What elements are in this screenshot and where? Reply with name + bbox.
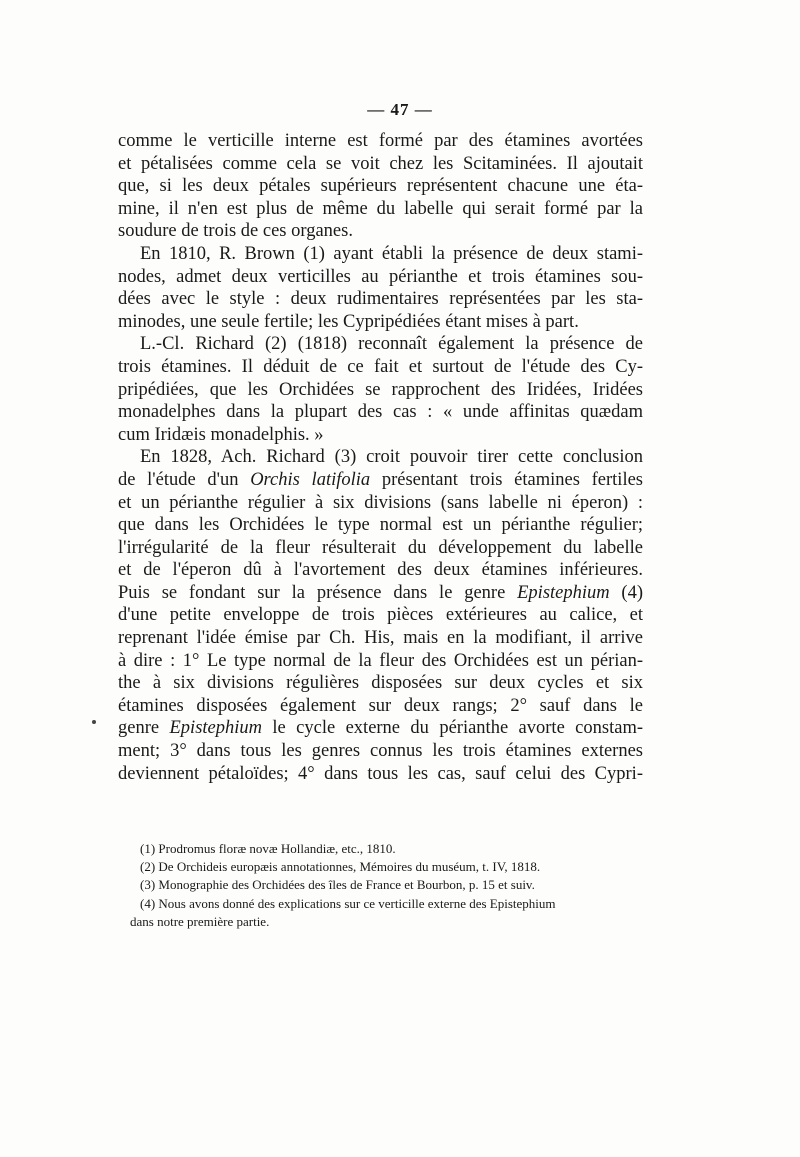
text-line: cum Iridæis monadelphis. » <box>118 424 324 445</box>
text-line: comme le verticille interne est formé par des étamines avortées <box>118 131 643 151</box>
text-line: et de l'éperon dû à l'avortement des deux étamines inférieures. <box>118 560 643 581</box>
margin-mark <box>92 720 96 724</box>
text-line: deviennent pétaloïdes; 4° dans tous les cas, sauf celui des Cypri- <box>118 763 643 784</box>
text-line: soudure de trois de ces organes. <box>118 221 353 242</box>
footnote-continuation: dans notre première partie. <box>130 913 270 929</box>
footnote: (2) De Orchideis europæis annotationnes, Mémoires du muséum, t. IV, 1818. <box>140 859 541 875</box>
text-line: pripédiées, que les Orchidées se rapprochent des Iridées, Iridées <box>118 379 643 400</box>
text-line: que dans les Orchidées le type normal est un périanthe régulier; <box>118 515 643 536</box>
text-line: L.-Cl. Richard (2) (1818) reconnaît également la présence de <box>140 334 643 355</box>
footnote: (1) Prodromus floræ novæ Hollandiæ, etc., 1810. <box>140 841 396 856</box>
text-line: l'irrégularité de la fleur résulterait du développement du labelle <box>118 537 643 558</box>
text-line: En 1810, R. Brown (1) ayant établi la présence de deux stami- <box>140 243 643 264</box>
text-line: minodes, une seule fertile; les Cypripédiées étant mises à part. <box>118 311 579 332</box>
text-line: d'une petite enveloppe de trois pièces extérieures au calice, et <box>118 605 643 626</box>
text-line: monadelphes dans la plupart des cas : « unde affinitas quædam <box>118 402 643 423</box>
text-line: reprenant l'idée émise par Ch. His, mais en la modifiant, il arrive <box>118 628 643 649</box>
text-line: et pétalisées comme cela se voit chez les Scitaminées. Il ajoutait <box>118 153 643 174</box>
text-line: que, si les deux pétales supérieurs représentent chacune une éta- <box>118 176 643 197</box>
text-line: dées avec le style : deux rudimentaires représentées par les sta- <box>118 289 643 310</box>
text-line: En 1828, Ach. Richard (3) croit pouvoir tirer cette conclusion <box>140 447 643 468</box>
footnotes <box>118 840 643 931</box>
text-line: Puis se fondant sur la présence dans le genre Epistephium (4) <box>118 582 644 603</box>
text-line: the à six divisions régulières disposées sur deux cycles et six <box>118 673 643 694</box>
text-line: trois étamines. Il déduit de ce fait et surtout de l'étude des Cy- <box>118 356 643 377</box>
body-text <box>118 130 643 785</box>
page-number: — 47 — <box>367 100 433 119</box>
text-line: ment; 3° dans tous les genres connus les trois étamines externes <box>118 741 643 762</box>
footnote: (4) Nous avons donné des explications sur ce verticille externe des Epistephium <box>140 895 556 911</box>
text-line: étamines disposées également sur deux rangs; 2° sauf dans le <box>118 695 643 716</box>
text-line: de l'étude d'un Orchis latifolia présentant trois étamines fertiles <box>118 469 643 490</box>
text-line: genre Epistephium le cycle externe du périanthe avorte constam- <box>118 718 643 739</box>
text-line: à dire : 1° Le type normal de la fleur des Orchidées est un périan- <box>118 650 643 671</box>
text-line: mine, il n'en est plus de même du labelle qui serait formé par la <box>118 198 643 219</box>
footnote: (3) Monographie des Orchidées des îles de France et Bourbon, p. 15 et suiv. <box>140 877 535 893</box>
text-line: nodes, admet deux verticilles au périanthe et trois étamines sou- <box>118 266 643 287</box>
text-line: et un périanthe régulier à six divisions (sans labelle ni éperon) : <box>118 492 643 513</box>
